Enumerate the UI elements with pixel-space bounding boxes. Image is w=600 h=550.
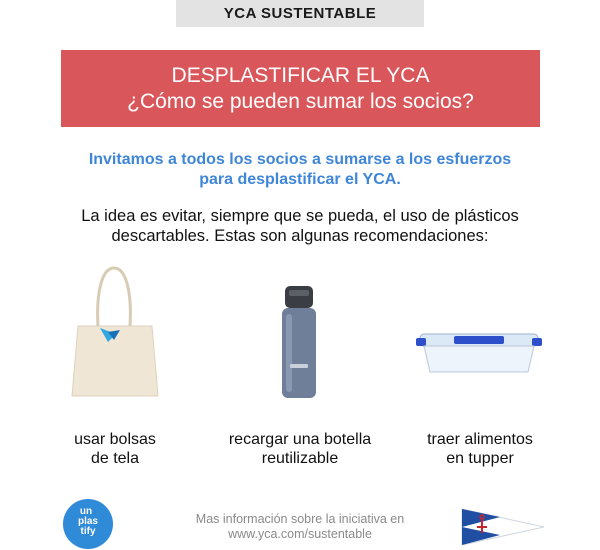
footer-line-1: Mas información sobre la iniciativa en — [195, 512, 405, 526]
tip-line-1: usar bolsas — [74, 431, 156, 448]
tote-bag-icon — [70, 262, 160, 402]
tip-line-1: recargar una botella — [228, 431, 372, 448]
intro-line-2: descartables. Estas son algunas recomendaciones: — [111, 227, 489, 245]
tip-line-2: en tupper — [446, 450, 514, 467]
section-tag: YCA SUSTENTABLE — [176, 0, 424, 27]
tip-line-2: reutilizable — [261, 450, 339, 467]
footer-link[interactable]: www.yca.com/sustentable — [228, 527, 372, 541]
title-banner — [61, 50, 540, 127]
yca-burgee-logo — [460, 505, 546, 545]
invitation-line-2: para desplastificar el YCA. — [199, 171, 401, 188]
tip-reusable-bags — [55, 430, 175, 468]
banner-title: DESPLASTIFICAR EL YCA — [171, 63, 430, 87]
intro-text — [40, 206, 560, 246]
tip-food-container — [415, 430, 545, 468]
intro-line-1: La idea es evitar, siempre que se pueda, el uso de plásticos — [81, 207, 519, 225]
invitation-line-1: Invitamos a todos los socios a sumarse a los esfuerzos — [88, 151, 512, 168]
footer-info — [160, 512, 440, 542]
tip-line-1: traer alimentos — [427, 431, 533, 448]
water-bottle-icon — [276, 284, 322, 400]
food-container-icon — [414, 326, 544, 376]
logo-text-3: tify — [80, 526, 96, 537]
unplastify-logo — [62, 498, 114, 550]
banner-subtitle: ¿Cómo se pueden sumar los socios? — [127, 89, 474, 113]
tip-reusable-bottle — [200, 430, 400, 468]
logo-text-1: un — [79, 506, 93, 517]
invitation-text — [40, 150, 560, 190]
logo-text-2: plas — [77, 516, 99, 527]
tip-line-2: de tela — [90, 450, 140, 467]
